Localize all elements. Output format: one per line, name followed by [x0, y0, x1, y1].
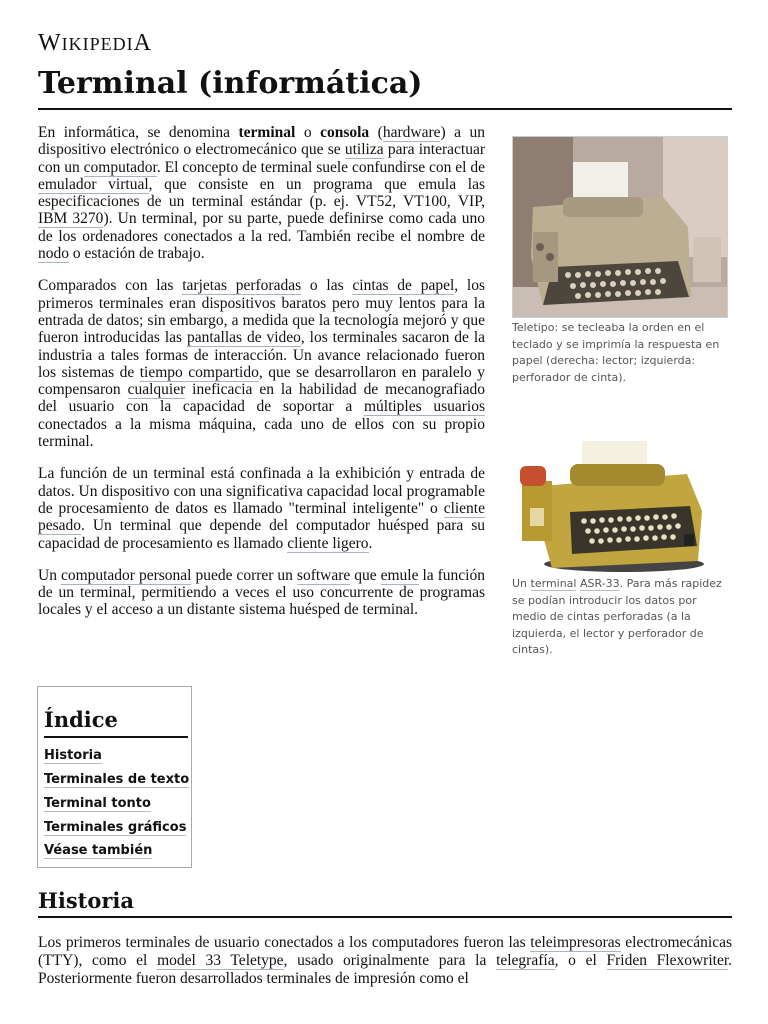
link-tiempo-compartido[interactable]: tiempo compartido: [139, 363, 259, 381]
link-computador-personal[interactable]: computador personal: [60, 566, 192, 584]
link-pantallas-de-video[interactable]: pantallas de video: [186, 329, 301, 347]
paragraph-text: Comparados con las: [38, 277, 183, 295]
figure-asr33: [512, 436, 728, 659]
intro-paragraph-4: [38, 567, 485, 619]
paragraph-text: ineficacia en la habilidad de mecanografiado del usuario con la capacidad de soportar a: [38, 381, 486, 416]
paragraph-text: ) a un dispositivo electrónico o electromecánico que se: [38, 124, 485, 159]
paragraph-text: conectados a la misma máquina, cada uno de ellos con su propio terminal.: [38, 415, 485, 451]
paragraph-text: que: [350, 566, 381, 584]
figure-asr33-caption: [512, 576, 728, 659]
link-cliente-ligero[interactable]: cliente ligero: [287, 534, 369, 552]
paragraph-text: o las: [301, 277, 353, 295]
paragraph-text: electromecánicas (TTY), como el: [38, 934, 732, 969]
paragraph-text: . Un terminal que depende del computador huésped para su capacidad de procesamiento es llamado: [38, 517, 485, 552]
link-friden-flexowriter[interactable]: Friden Flexowriter: [606, 952, 729, 969]
paragraph-text: En informática, se denomina: [38, 124, 239, 141]
paragraph-text: o estación de trabajo.: [69, 245, 205, 263]
logo-letters: IKIPEDI: [61, 34, 134, 54]
link-hardware[interactable]: hardware: [382, 124, 441, 141]
intro-paragraph-1: [38, 124, 485, 262]
bold-term: terminal: [238, 124, 296, 141]
paragraph-text: Un: [38, 566, 61, 584]
toc-item-terminal-tonto[interactable]: Terminal tonto: [44, 796, 151, 811]
intro-column: [38, 124, 485, 634]
link-emulador-virtual[interactable]: emulador virtual: [38, 175, 149, 193]
paragraph-text: , los primeros terminales eran dispositivos baratos pero muy lentos para la entrada de datos; sin embargo, a medida que la tecnología mejoró y que fueron introducidas las: [38, 277, 485, 347]
historia-paragraph: [38, 934, 732, 988]
link-cliente-pesado[interactable]: cliente pesado: [38, 499, 485, 535]
toc-item-terminales-de-texto[interactable]: Terminales de texto: [44, 772, 190, 787]
title-divider: [38, 108, 732, 110]
paragraph-text: , usado originalmente para la: [283, 952, 497, 969]
paragraph-text: para interactuar con un: [38, 141, 485, 176]
link-cualquier[interactable]: cualquier: [127, 381, 186, 399]
link-telegrafia[interactable]: telegrafía: [496, 952, 555, 969]
paragraph-text: Los primeros terminales de usuario conectados a los computadores fueron las: [38, 934, 531, 951]
asr33-photo[interactable]: [512, 436, 726, 574]
paragraph-text: puede correr un: [191, 566, 297, 584]
intro-paragraph-2: [38, 277, 485, 450]
logo-letter-a: A: [133, 30, 152, 56]
toc-item-historia[interactable]: Historia: [44, 748, 102, 763]
paragraph-text: , los terminales sacaron de la industria a tales formas de interacción. Un avance relacionado fueron los sistemas de: [38, 329, 486, 381]
link-ibm-3270[interactable]: IBM 3270: [38, 210, 104, 228]
link-terminal[interactable]: terminal: [530, 577, 577, 590]
link-emule[interactable]: emule: [380, 566, 419, 584]
paragraph-text: . El concepto de terminal suele confundirse con el de: [156, 158, 485, 176]
logo-letter-w: W: [38, 30, 62, 56]
link-software[interactable]: software: [296, 566, 351, 584]
paragraph-text: , que se desarrollaron en paralelo y compensaron: [38, 363, 486, 399]
paragraph-text: , que consiste en un programa que emula las especificaciones de un terminal estándar (p. ej. VT52, VT100, VIP,: [38, 175, 485, 211]
paragraph-text: o: [295, 124, 321, 141]
link-model-33-teletype[interactable]: model 33 Teletype: [157, 952, 284, 969]
section-title-historia: Historia: [38, 888, 134, 913]
link-teleimpresoras[interactable]: teleimpresoras: [530, 934, 621, 951]
paragraph-text: , o el: [554, 952, 607, 969]
link-asr-33[interactable]: ASR-33: [579, 577, 620, 590]
bold-term: consola: [320, 124, 370, 141]
paragraph-text: ). Un terminal, por su parte, puede definirse como cada uno de los ordenadores conectados a la red. También recibe el nombre de: [38, 210, 485, 245]
teletype-photo[interactable]: [512, 136, 728, 318]
toc-item-vease-tambien[interactable]: Véase también: [44, 843, 153, 858]
paragraph-text: (: [369, 124, 383, 141]
intro-paragraph-3: [38, 465, 485, 551]
link-utiliza[interactable]: utiliza: [344, 141, 384, 159]
link-computador[interactable]: computador: [83, 158, 157, 176]
link-cintas-de-papel[interactable]: cintas de papel: [352, 277, 455, 295]
toc-item-terminales-graficos[interactable]: Terminales gráficos: [44, 820, 187, 835]
figure-teletype-caption: Teletipo: se tecleaba la orden en el teclado y se imprimía la respuesta en papel (derecha: lector; izquierda: perforador de cinta).: [512, 321, 720, 384]
table-of-contents: [37, 686, 192, 868]
link-multiples-usuarios[interactable]: múltiples usuarios: [363, 398, 486, 416]
link-nodo[interactable]: nodo: [38, 245, 69, 263]
link-tarjetas-perforadas[interactable]: tarjetas perforadas: [182, 277, 302, 295]
section-divider: [38, 916, 732, 918]
toc-title: Índice: [44, 707, 188, 738]
paragraph-text: la función de un terminal, permitiendo a veces el uso concurrente de programas locales y el acceso a un distante sistema huésped de terminal.: [38, 566, 485, 619]
paragraph-text: . Posteriormente fueron desarrollados terminales de impresión como el: [38, 952, 733, 987]
wikipedia-logo[interactable]: [38, 30, 152, 57]
paragraph-text: La función de un terminal está confinada a la exhibición y entrada de datos. Un dispositivo con una significativa capacidad local programable de procesamiento de datos es llamado "terminal inteligente" o: [38, 465, 485, 517]
caption-text: Un: [512, 577, 531, 590]
paragraph-text: .: [368, 534, 373, 552]
figure-teletype: [512, 136, 728, 386]
page-title: Terminal (informática): [38, 66, 423, 101]
caption-text: . Para más rapidez se podían introducir los datos por medio de cintas perforadas (a la izquierda, el lector y perforador de cintas).: [512, 577, 722, 656]
